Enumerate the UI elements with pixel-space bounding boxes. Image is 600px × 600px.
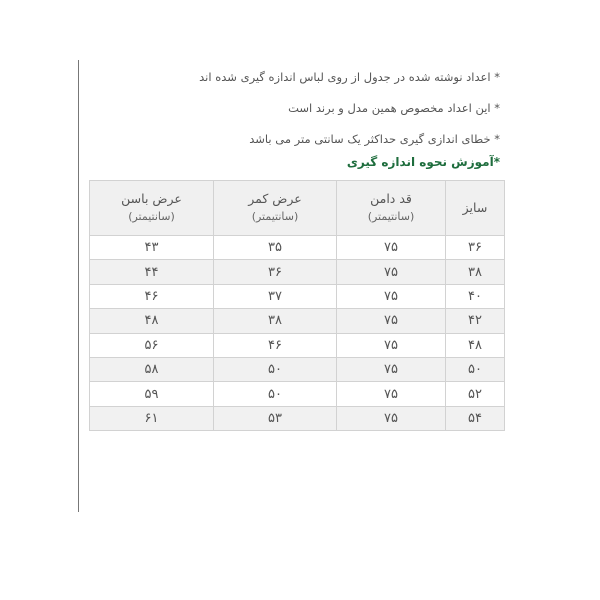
cell-skirt-length: ۷۵: [337, 382, 446, 406]
table-row: [90, 260, 505, 284]
notes-list: [90, 62, 500, 155]
cell-size: ۳۶: [446, 236, 505, 260]
cell-size: ۵۰: [446, 357, 505, 381]
cell-size: ۵۲: [446, 382, 505, 406]
cell-waist-width: ۳۸: [214, 309, 337, 333]
header-waist-width-unit: (سانتیمتر): [251, 210, 299, 223]
header-skirt-length: [337, 181, 446, 236]
header-size-label: سایز: [462, 200, 488, 215]
cell-size: ۴۸: [446, 333, 505, 357]
cell-hip-width: ۵۶: [90, 333, 214, 357]
header-skirt-length-label: قد دامن: [370, 191, 412, 206]
cell-hip-width: ۴۶: [90, 284, 214, 308]
left-divider-line: [78, 60, 79, 512]
table-row: [90, 406, 505, 430]
cell-size: ۴۲: [446, 309, 505, 333]
header-skirt-length-unit: (سانتیمتر): [367, 210, 415, 223]
note-measurement-error: * خطای اندازی گیری حداکثر یک سانتی متر می باشد: [249, 132, 500, 146]
header-hip-width: [90, 181, 214, 236]
note-model-specific: * این اعداد مخصوص همین مدل و برند است: [288, 101, 500, 115]
cell-waist-width: ۵۰: [214, 382, 337, 406]
header-size: [446, 181, 505, 236]
cell-hip-width: ۴۳: [90, 236, 214, 260]
measurement-guide-link[interactable]: *آموزش نحوه اندازه گیری: [346, 155, 500, 169]
cell-size: ۴۰: [446, 284, 505, 308]
cell-waist-width: ۵۳: [214, 406, 337, 430]
cell-waist-width: ۳۷: [214, 284, 337, 308]
cell-waist-width: ۵۰: [214, 357, 337, 381]
cell-skirt-length: ۷۵: [337, 333, 446, 357]
table-header-row: [90, 181, 505, 236]
cell-skirt-length: ۷۵: [337, 357, 446, 381]
cell-skirt-length: ۷۵: [337, 284, 446, 308]
header-hip-width-label: عرض باسن: [121, 191, 182, 206]
cell-hip-width: ۵۹: [90, 382, 214, 406]
table-row: [90, 284, 505, 308]
cell-hip-width: ۵۸: [90, 357, 214, 381]
cell-waist-width: ۴۶: [214, 333, 337, 357]
table-row: [90, 382, 505, 406]
header-waist-width: [214, 181, 337, 236]
cell-hip-width: ۴۴: [90, 260, 214, 284]
cell-size: ۵۴: [446, 406, 505, 430]
header-hip-width-unit: (سانتیمتر): [128, 210, 175, 223]
cell-waist-width: ۳۵: [214, 236, 337, 260]
size-table: [89, 180, 505, 431]
cell-hip-width: ۴۸: [90, 309, 214, 333]
cell-waist-width: ۳۶: [214, 260, 337, 284]
cell-skirt-length: ۷۵: [337, 260, 446, 284]
table-row: [90, 357, 505, 381]
table-row: [90, 309, 505, 333]
cell-hip-width: ۶۱: [90, 406, 214, 430]
cell-size: ۳۸: [446, 260, 505, 284]
cell-skirt-length: ۷۵: [337, 309, 446, 333]
cell-skirt-length: ۷۵: [337, 236, 446, 260]
cell-skirt-length: ۷۵: [337, 406, 446, 430]
header-waist-width-label: عرض کمر: [248, 191, 302, 206]
table-row: [90, 333, 505, 357]
table-row: [90, 236, 505, 260]
note-measured-on-garment: * اعداد نوشته شده در جدول از روی لباس اندازه گیری شده اند: [199, 70, 500, 84]
